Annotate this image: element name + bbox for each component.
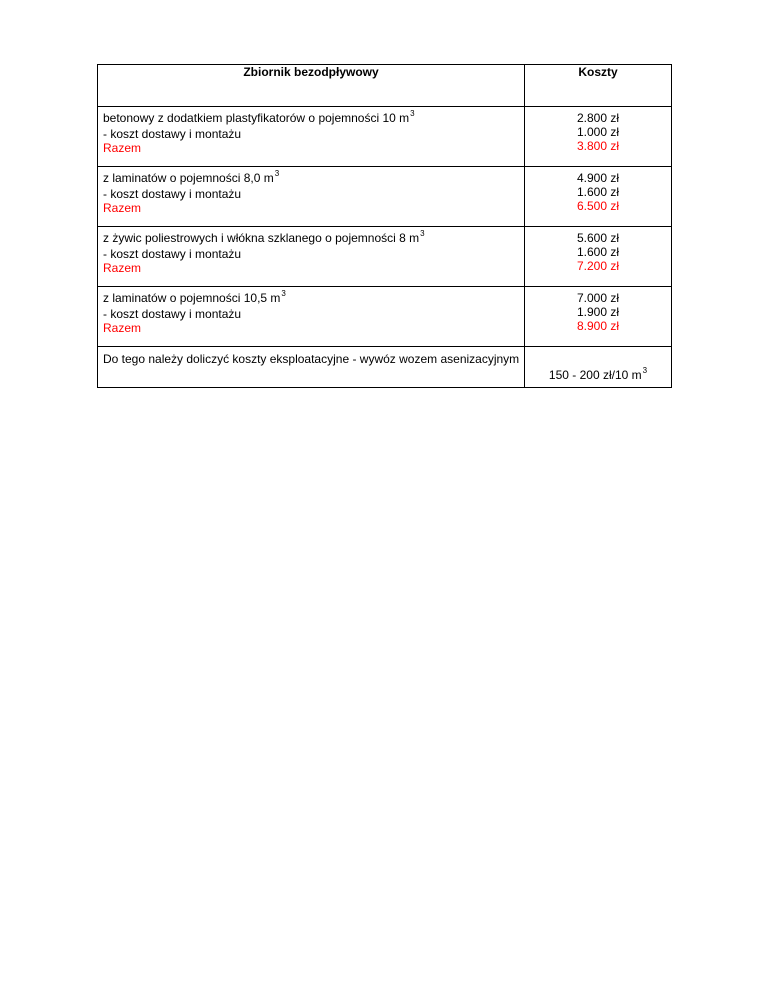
tank-description	[103, 291, 520, 307]
delivery-price: 1.000 zł	[576, 125, 620, 139]
delivery-label: - koszt dostawy i montażu	[103, 187, 242, 201]
tank-description-text: z laminatów o pojemności 8,0 m	[103, 171, 274, 185]
tank-description	[103, 111, 520, 127]
price-cell	[525, 287, 672, 347]
table-row-operating-costs	[98, 347, 672, 388]
price-cell	[525, 167, 672, 227]
tank-price: 4.900 zł	[576, 171, 620, 185]
cost-table	[97, 64, 672, 388]
header-costs: Koszty	[525, 65, 672, 107]
price-cell	[525, 107, 672, 167]
total-label: Razem	[103, 201, 142, 215]
total-label: Razem	[103, 321, 142, 335]
table-row	[98, 107, 672, 167]
tank-price: 5.600 zł	[576, 231, 620, 245]
tank-description-cell	[98, 167, 525, 227]
superscript: 3	[274, 169, 280, 178]
tank-description-cell	[98, 287, 525, 347]
delivery-price: 1.600 zł	[576, 245, 620, 259]
superscript: 3	[281, 289, 286, 298]
delivery-price: 1.900 zł	[576, 305, 620, 319]
total-price: 3.800 zł	[576, 139, 620, 153]
header-tank-type: Zbiornik bezodpływowy	[98, 65, 525, 107]
table-row	[98, 227, 672, 287]
tank-description-text: z laminatów o pojemności 10,5 m	[103, 291, 281, 305]
operating-costs-description: Do tego należy doliczyć koszty eksploatacyjne - wywóz wozem asenizacyjnym	[103, 352, 520, 366]
tank-description-text: betonowy z dodatkiem plastyfikatorów o pojemności 10 m	[103, 111, 410, 125]
superscript: 3	[420, 229, 425, 238]
total-price: 7.200 zł	[576, 259, 620, 273]
table-row	[98, 287, 672, 347]
delivery-label: - koszt dostawy i montażu	[103, 127, 242, 141]
tank-price: 7.000 zł	[576, 291, 620, 305]
operating-costs-price	[525, 368, 671, 384]
tank-description-cell	[98, 227, 525, 287]
superscript: 3	[410, 109, 415, 118]
tank-description-text: z żywic poliestrowych i włókna szklanego o pojemności 8 m	[103, 231, 420, 245]
delivery-label: - koszt dostawy i montażu	[103, 307, 242, 321]
total-label: Razem	[103, 261, 142, 275]
operating-costs-price-text: 150 - 200 zł/10 m	[548, 368, 642, 382]
tank-description	[103, 171, 520, 187]
tank-description-cell	[98, 107, 525, 167]
tank-description	[103, 231, 520, 247]
operating-costs-price-cell	[525, 347, 672, 388]
delivery-label: - koszt dostawy i montażu	[103, 247, 242, 261]
tank-price: 2.800 zł	[576, 111, 620, 125]
table-header-row	[98, 65, 672, 107]
delivery-price: 1.600 zł	[576, 185, 620, 199]
operating-costs-cell	[98, 347, 525, 388]
price-cell	[525, 227, 672, 287]
total-price: 6.500 zł	[576, 199, 620, 213]
total-label: Razem	[103, 141, 142, 155]
table-row	[98, 167, 672, 227]
total-price: 8.900 zł	[576, 319, 620, 333]
superscript: 3	[642, 366, 648, 375]
